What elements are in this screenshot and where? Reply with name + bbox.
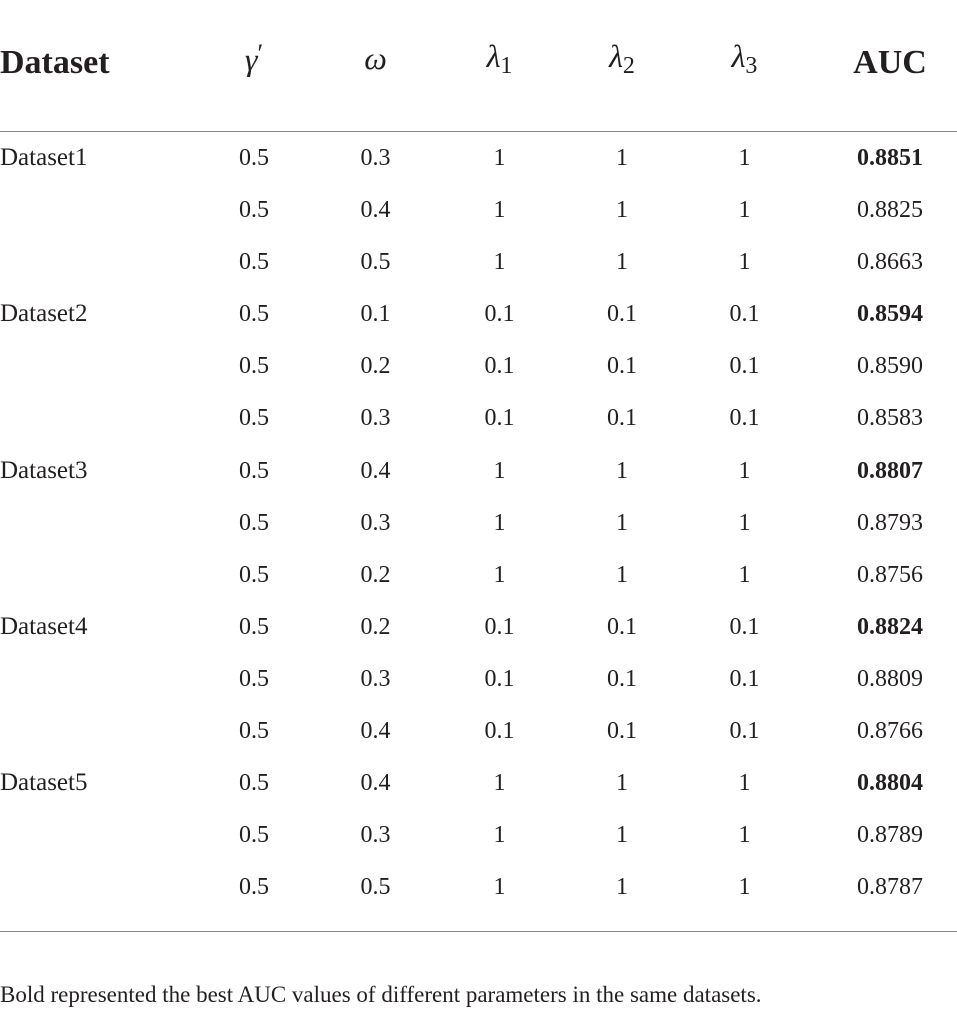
cell-dataset: Dataset5 [0, 769, 88, 797]
cell-lambda2: 1 [616, 249, 628, 276]
cell-auc: 0.8824 [857, 613, 923, 640]
cell-gamma: 0.5 [239, 718, 269, 745]
header-omega: ω [312, 0, 439, 132]
cell-gamma: 0.5 [239, 509, 269, 536]
cell-lambda1: 1 [439, 861, 560, 932]
table-row [0, 236, 957, 288]
cell-auc: 0.8590 [857, 353, 923, 380]
cell-gamma: 0.5 [239, 301, 269, 328]
cell-gamma: 0.5 [239, 249, 269, 276]
cell-lambda3: 1 [738, 457, 751, 484]
cell-auc: 0.8789 [857, 822, 923, 849]
table-row [0, 184, 957, 236]
cell-lambda2: 1 [616, 509, 628, 536]
cell-lambda1: 1 [493, 822, 506, 849]
cell-dataset: Dataset4 [0, 612, 88, 640]
table-row [0, 288, 957, 340]
cell-lambda2: 1 [616, 770, 628, 797]
cell-dataset: Dataset1 [0, 144, 88, 171]
cell-lambda1: 0.1 [484, 353, 515, 380]
cell-lambda3: 1 [738, 509, 751, 536]
cell-gamma: 0.5 [239, 197, 269, 224]
cell-lambda2: 1 [616, 561, 628, 588]
lambda1-subscript: 1 [500, 52, 513, 79]
cell-lambda1: 1 [493, 249, 506, 276]
table-row [0, 340, 957, 392]
table-footnote: Bold represented the best AUC values of different parameters in the same datasets. [0, 982, 762, 1007]
cell-auc: 0.8766 [857, 718, 923, 745]
cell-lambda2: 0.1 [607, 353, 637, 380]
cell-omega: 0.1 [360, 301, 391, 328]
header-lambda1 [439, 0, 560, 132]
header-auc: AUC [805, 0, 957, 132]
cell-omega: 0.4 [360, 718, 391, 745]
header-lambda2 [560, 0, 684, 132]
cell-omega: 0.3 [360, 665, 391, 692]
lambda1-symbol: λ [486, 37, 501, 74]
cell-auc: 0.8756 [857, 561, 923, 588]
cell-gamma: 0.5 [239, 665, 269, 692]
cell-gamma: 0.5 [196, 861, 312, 932]
lambda3-subscript: 3 [745, 52, 758, 79]
cell-lambda1: 0.1 [484, 301, 515, 328]
cell-omega: 0.5 [360, 249, 391, 276]
cell-lambda2: 0.1 [607, 301, 637, 328]
cell-lambda1: 1 [493, 509, 506, 536]
cell-lambda3: 1 [738, 770, 751, 797]
cell-omega: 0.4 [360, 770, 391, 797]
cell-gamma: 0.5 [239, 405, 269, 432]
cell-lambda2: 0.1 [607, 718, 637, 745]
cell-lambda1: 0.1 [484, 718, 515, 745]
cell-lambda2: 1 [616, 822, 628, 849]
cell-gamma: 0.5 [239, 353, 269, 380]
table-row [0, 653, 957, 705]
cell-auc: 0.8851 [857, 145, 923, 171]
cell-dataset [0, 497, 196, 549]
cell-omega: 0.4 [360, 197, 391, 224]
table-row [0, 705, 957, 757]
cell-gamma: 0.5 [239, 145, 269, 171]
cell-lambda2: 1 [616, 145, 628, 171]
cell-gamma: 0.5 [239, 770, 269, 797]
cell-lambda3: 1 [684, 861, 805, 932]
table-row [0, 861, 957, 932]
prime-mark: ′ [257, 39, 264, 68]
cell-omega: 0.4 [360, 457, 391, 484]
cell-auc: 0.8825 [857, 197, 923, 224]
cell-lambda3: 1 [738, 197, 751, 224]
cell-dataset [0, 236, 196, 288]
cell-lambda3: 1 [738, 145, 751, 171]
table-row [0, 601, 957, 653]
table-row [0, 392, 957, 444]
cell-lambda1: 0.1 [484, 405, 515, 432]
table-row [0, 445, 957, 497]
lambda2-symbol: λ [609, 37, 623, 74]
cell-lambda3: 1 [738, 249, 751, 276]
cell-omega: 0.2 [360, 561, 391, 588]
cell-auc: 0.8583 [857, 405, 923, 432]
cell-lambda2: 0.1 [607, 665, 637, 692]
cell-lambda3: 1 [738, 822, 751, 849]
header-dataset: Dataset [0, 0, 196, 132]
cell-lambda2: 0.1 [607, 405, 637, 432]
cell-gamma: 0.5 [239, 457, 269, 484]
cell-lambda2: 1 [560, 861, 684, 932]
cell-lambda1: 0.1 [484, 613, 515, 640]
cell-lambda2: 1 [616, 457, 628, 484]
header-row [0, 0, 957, 132]
cell-omega: 0.3 [360, 509, 391, 536]
cell-omega: 0.3 [360, 145, 391, 171]
header-lambda3 [684, 0, 805, 132]
cell-auc: 0.8663 [857, 249, 923, 276]
cell-lambda2: 0.1 [607, 613, 637, 640]
cell-lambda3: 0.1 [729, 665, 760, 692]
cell-omega: 0.3 [360, 822, 391, 849]
gamma-symbol: γ [244, 41, 258, 77]
cell-dataset: Dataset3 [0, 456, 88, 484]
cell-auc: 0.8807 [857, 457, 923, 484]
cell-dataset [0, 705, 196, 757]
cell-dataset [0, 392, 196, 444]
cell-lambda3: 0.1 [729, 353, 760, 380]
cell-omega: 0.3 [360, 405, 391, 432]
cell-auc: 0.8787 [805, 861, 957, 932]
cell-lambda1: 1 [493, 145, 506, 171]
lambda3-symbol: λ [731, 37, 746, 74]
cell-lambda1: 1 [493, 457, 506, 484]
cell-lambda3: 0.1 [729, 405, 760, 432]
cell-dataset [0, 861, 196, 932]
cell-auc: 0.8809 [857, 665, 923, 692]
table-row [0, 809, 957, 861]
cell-dataset: Dataset2 [0, 300, 88, 328]
cell-auc: 0.8793 [857, 509, 923, 536]
cell-dataset [0, 549, 196, 601]
cell-gamma: 0.5 [239, 822, 269, 849]
table-row [0, 497, 957, 549]
cell-auc: 0.8594 [857, 301, 923, 328]
table-row [0, 549, 957, 601]
cell-omega: 0.2 [360, 353, 391, 380]
cell-gamma: 0.5 [239, 613, 269, 640]
cell-lambda3: 0.1 [729, 301, 760, 328]
cell-lambda3: 0.1 [729, 613, 760, 640]
cell-gamma: 0.5 [239, 561, 269, 588]
lambda2-subscript: 2 [622, 52, 635, 79]
cell-lambda3: 1 [738, 561, 751, 588]
cell-dataset [0, 653, 196, 705]
table-body [0, 132, 957, 932]
cell-auc: 0.8804 [857, 770, 923, 797]
cell-lambda1: 1 [493, 197, 506, 224]
cell-dataset [0, 184, 196, 236]
header-gamma-prime [196, 0, 312, 132]
cell-lambda1: 0.1 [484, 665, 515, 692]
table-row [0, 132, 957, 185]
cell-dataset [0, 340, 196, 392]
cell-lambda1: 1 [493, 770, 506, 797]
table-row [0, 757, 957, 809]
table-header [0, 0, 957, 132]
cell-lambda3: 0.1 [729, 718, 760, 745]
cell-omega: 0.2 [360, 613, 391, 640]
cell-omega: 0.5 [312, 861, 439, 932]
cell-dataset [0, 809, 196, 861]
cell-lambda2: 1 [616, 197, 628, 224]
cell-lambda1: 1 [493, 561, 506, 588]
